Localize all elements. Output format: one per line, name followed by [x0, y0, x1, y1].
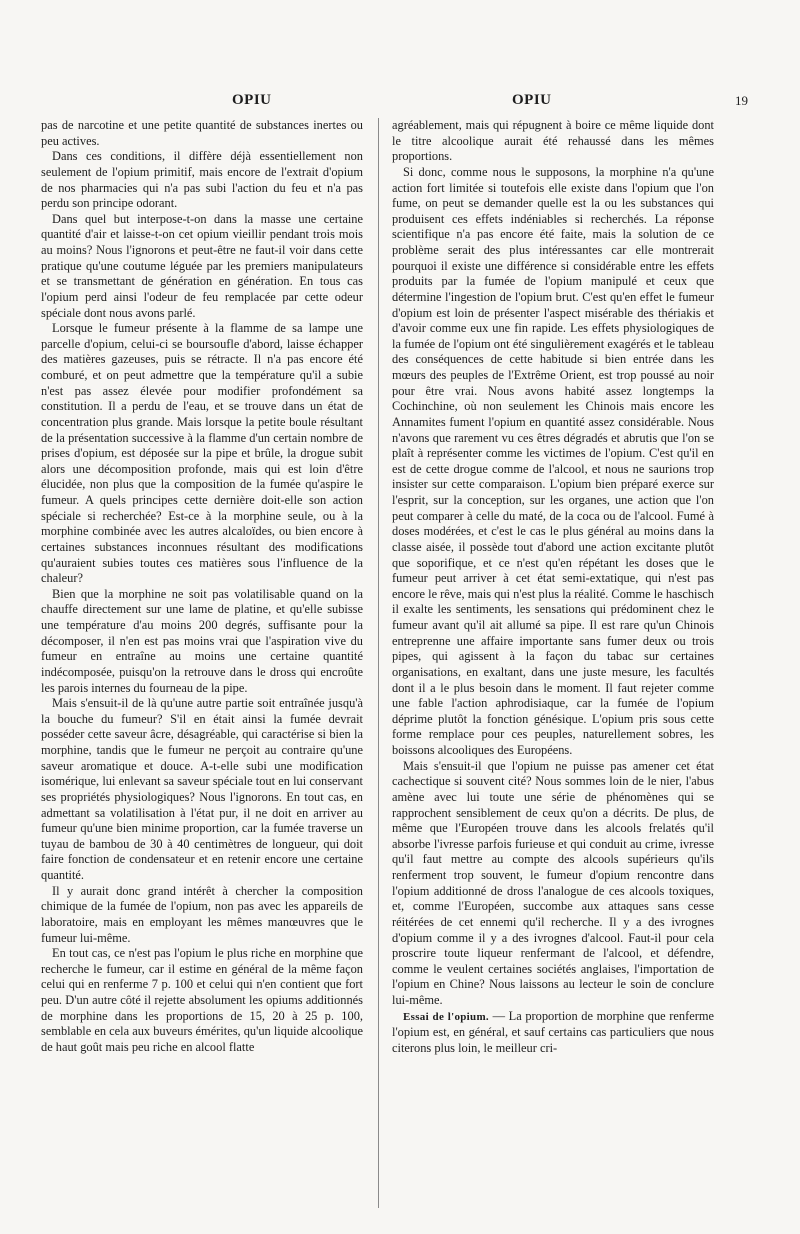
right-column	[392, 118, 714, 1213]
essai-text: — La proportion de morphine que renferme l'opium est, en général, et sauf certains cas particuliers que nous citerons plus loin, le meilleur cri-	[392, 1008, 714, 1055]
essai-heading: Essai de l'opium.	[403, 1010, 489, 1023]
paragraph: Lorsque le fumeur présente à la flamme de sa lampe une parcelle d'opium, celui-ci se boursoufle d'abord, laisse échapper des matières gazeuses, puis se rétracte. Il n'a pas encore été comburé, et on peut admettre que la température qu'il a subie n'est pas assez élevée pour modifier profondément sa constitution. Il a perdu de l'eau, et se trouve dans un état de concentration plus grande. Mais lorsque la petite boule résultant de la présentation successive à la flamme d'un certain nombre de prises d'opium, est déposée sur la pipe et brûle, la drogue subit alors une décomposition profonde, mais qui est loin d'être élucidée, non plus que la composition de la fumée qu'aspire le fumeur. A quels principes cette dernière doit-elle son action spéciale si recherchée? Est-ce à la morphine seule, ou à la morphine combinée avec les autres alcaloïdes, ou bien encore à certaines substances inconnues résultant des modifications qu'auraient subies toutes ces matières sous l'influence de la chaleur?	[41, 321, 363, 586]
page-number: 19	[735, 93, 748, 108]
running-header	[0, 92, 800, 112]
paragraph: pas de narcotine et une petite quantité de substances inertes ou peu actives.	[41, 118, 363, 148]
paragraph: Dans ces conditions, il diffère déjà essentiellement non seulement de l'opium primitif, mais encore de l'extrait d'opium de nos pharmacies qui n'a pas subi l'action du feu et n'a pas perdu son principe odorant.	[41, 149, 363, 211]
column-divider	[378, 118, 379, 1208]
left-column	[41, 118, 363, 1213]
paragraph: Si donc, comme nous le supposons, la morphine n'a qu'une action fort limitée si toutefois elle existe dans l'opium que l'on fume, on peut se demander quelle est la ou les substances qui produisent ces effets indéniables si recherchés. La réponse scientifique n'a pas encore été faite, mais la solution de ce problème serait des plus intéressantes car elle montrerait pourquoi il existe une différence si considérable entre les effets produits par la fumée de l'opium manipulé et ceux que détermine l'ingestion de l'opium brut. C'est qu'en effet le fumeur d'opium est loin de présenter l'aspect misérable des thériakis et d'avoir comme eux une fin rapide. Les effets physiologiques de la fumée de l'opium ont été singulièrement exagérés et le tableau des conséquences de cette habitude si bien entrée dans les mœurs des peuples de l'Extrême Orient, est trop poussé au noir pour être vrai. Nous avons habité assez longtemps la Cochinchine, où non seulement les Chinois mais encore les Annamites fument l'opium en quantité assez considérable. Nous n'avons que rarement vu ces êtres dégradés et abrutis que l'on se plaît à représenter comme les victimes de l'opium. C'est qu'il en est de cette drogue comme de l'alcool, et nous ne saurions trop insister sur cette comparaison. L'opium bien préparé exerce sur l'esprit, sur la conception, sur les organes, une action que l'on peut comparer à celle du maté, de la coca ou de l'alcool. Fumé à doses modérées, et c'est le cas le plus général au moins dans la classe aisée, il possède tout d'abord une action excitante plutôt que soporifique, et ce n'est qu'en répétant les doses que le fumeur peut arriver à cet état semi-extatique, qui n'est pas encore le rêve, mais qui n'est plus la réalité. Comme le haschisch il exalte les sentiments, les sensations qui prédominent chez le fumeur avant qu'il ait allumé sa pipe. Il est rare qu'un Chinois entreprenne une affaire importante sans fumer deux ou trois pipes, qui agissent à la façon du tabac sur certaines organisations, en exaltant, dans une juste mesure, les facultés dont il a le plus besoin dans le moment. Il faut rejeter comme une fable l'action aphrodisiaque, car la fumée de l'opium déprime plutôt la fonction génésique. L'opium pris sous cette forme remplace pour ces peuples, naturellement sobres, les boissons alcooliques des Européens.	[392, 164, 714, 757]
paragraph: En tout cas, ce n'est pas l'opium le plus riche en morphine que recherche le fumeur, car il estime en général de la même façon celui qui en renferme 7 p. 100 et celui qui n'en contient que fort peu. D'un autre côté il rejette absolument les opiums additionnés de morphine dans les proportions de 15, 20 à 25 p. 100, semblable en cela aux buveurs émérites, qu'un liquide alcoolique de haut goût mais peu riche en alcool flatte	[41, 946, 363, 1054]
paragraph: Mais s'ensuit-il que l'opium ne puisse pas amener cet état cachectique si souvent cité? Nous sommes loin de le nier, l'abus amène avec lui toute une série de phénomènes qui se rapprochent sensiblement de ceux qu'on a décrits. De plus, de même que l'Européen trouve dans les alcools frelatés qu'il absorbe l'ivresse parfois furieuse et qui conduit au crime, ivresse qu'il faut mettre au compte des alcools supérieurs qu'ils renferment trop souvent, le fumeur d'opium rencontre dans l'opium additionné de dross l'analogue de ces alcools toxiques, et, comme l'Européen, succombe aux attaques sans cesse réitérées de cet ennemi qu'il recherche. Il y a des ivrognes d'opium comme il y a des ivrognes d'alcool. Faut-il pour cela proscrire toute liqueur renfermant de l'alcool, et défendre, comme le veulent certaines sociétés anglaises, l'importation de l'opium en Chine? Nous laissons au lecteur le soin de conclure lui-même.	[392, 758, 714, 1007]
essai-paragraph	[392, 1009, 714, 1057]
paragraph: agréablement, mais qui répugnent à boire ce même liquide dont le titre alcoolique aurait été rehaussé dans les mêmes proportions.	[392, 118, 714, 164]
paragraph: Il y aurait donc grand intérêt à chercher la composition chimique de la fumée de l'opium, non pas avec les appareils de laboratoire, mais en employant les mêmes manœuvres que le fumeur lui-même.	[41, 883, 363, 945]
paragraph: Mais s'ensuit-il de là qu'une autre partie soit entraînée jusqu'à la bouche du fumeur? S'il en était ainsi la fumée devrait posséder cette saveur âcre, désagréable, qui caractérise si bien la morphine, tandis que le fumeur ne perçoit au contraire qu'une saveur aromatique et douce. A-t-elle subi une modification isomérique, lui enlevant sa saveur spéciale tout en lui conservant ses propriétés physiologiques? Nous l'ignorons. En tout cas, en admettant sa volatilisation à l'état pur, il ne doit en arriver au fumeur qu'une bien minime proportion, car la fumée traverse un tuyau de bambou de 30 à 40 centimètres de longueur, qui doit faire fonction de condensateur et en retenir encore une certaine quantité.	[41, 696, 363, 882]
left-running-title: OPIU	[232, 92, 272, 108]
paragraph: Dans quel but interpose-t-on dans la masse une certaine quantité d'air et laisse-t-on cet opium vieillir pendant trois mois au moins? Nous l'ignorons et peut-être ne faut-il voir dans cette pratique qu'une coutume léguée par les premiers manipulateurs et se transmettant de génération en génération. En tous cas l'opium perd ainsi l'odeur de feu remplacée par cette odeur spéciale dont nous avons parlé.	[41, 211, 363, 320]
right-running-title: OPIU	[512, 92, 552, 108]
paragraph: Bien que la morphine ne soit pas volatilisable quand on la chauffe directement sur une lame de platine, et qu'elle subisse une température d'au moins 200 degrés, suffisante pour la décomposer, il n'en est pas moins vrai que l'aspiration vive du fumeur en entraîne au moins une certaine quantité indécomposée, puisqu'on la retrouve dans le dross qui encroûte les parois internes du fourneau de la pipe.	[41, 586, 363, 695]
